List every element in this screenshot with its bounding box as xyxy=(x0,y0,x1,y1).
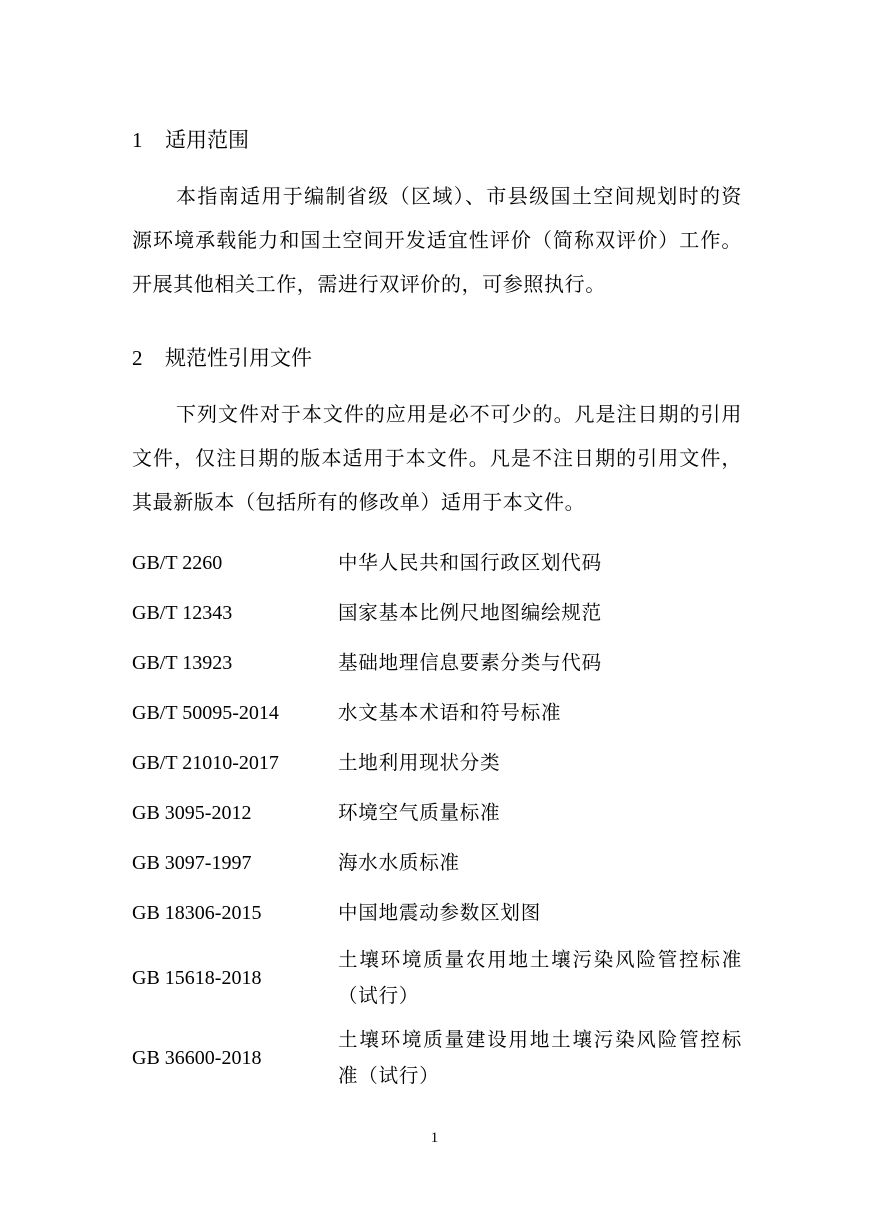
reference-item xyxy=(132,788,742,838)
reference-item xyxy=(132,688,742,738)
references-paragraph: 下列文件对于本文件的应用是必不可少的。凡是注日期的引用文件，仅注日期的版本适用于本文件。凡是不注日期的引用文件，其最新版本（包括所有的修改单）适用于本文件。 xyxy=(132,402,742,514)
reference-item xyxy=(132,638,742,688)
reference-title: 基础地理信息要素分类与代码 xyxy=(338,651,602,674)
reference-list xyxy=(132,538,742,1098)
reference-code: GB 3095-2012 xyxy=(132,801,252,824)
reference-item xyxy=(132,738,742,788)
reference-item xyxy=(132,888,742,938)
section-heading-scope xyxy=(132,125,249,155)
reference-code: GB/T 50095-2014 xyxy=(132,701,279,724)
reference-title: 中华人民共和国行政区划代码 xyxy=(338,551,602,574)
reference-item xyxy=(132,938,742,1018)
reference-item xyxy=(132,538,742,588)
section-heading-references xyxy=(132,343,312,373)
reference-item xyxy=(132,838,742,888)
section-number: 2 xyxy=(132,346,143,370)
reference-title: 国家基本比例尺地图编绘规范 xyxy=(338,601,602,624)
reference-code: GB 18306-2015 xyxy=(132,901,262,924)
reference-code: GB 36600-2018 xyxy=(132,1046,262,1069)
reference-title: 水文基本术语和符号标准 xyxy=(338,701,562,724)
page-number: 1 xyxy=(430,1130,439,1146)
section-title: 规范性引用文件 xyxy=(165,346,312,370)
reference-code: GB/T 13923 xyxy=(132,651,233,674)
reference-item xyxy=(132,1018,742,1098)
section-number: 1 xyxy=(132,128,143,152)
reference-code: GB/T 2260 xyxy=(132,551,223,574)
reference-title: 环境空气质量标准 xyxy=(338,801,501,824)
reference-title: 中国地震动参数区划图 xyxy=(338,901,542,924)
reference-title: 土壤环境质量建设用地土壤污染风险管控标准（试行） xyxy=(338,1028,742,1087)
reference-code: GB 3097-1997 xyxy=(132,851,252,874)
reference-title: 土地利用现状分类 xyxy=(338,751,501,774)
reference-code: GB/T 12343 xyxy=(132,601,233,624)
reference-item xyxy=(132,588,742,638)
section-title: 适用范围 xyxy=(165,128,249,152)
reference-title: 土壤环境质量农用地土壤污染风险管控标准（试行） xyxy=(338,948,742,1007)
reference-code: GB 15618-2018 xyxy=(132,966,262,989)
scope-paragraph: 本指南适用于编制省级（区域）、市县级国土空间规划时的资源环境承载能力和国土空间开发适宜性评价（简称双评价）工作。开展其他相关工作，需进行双评价的，可参照执行。 xyxy=(132,184,742,296)
reference-code: GB/T 21010-2017 xyxy=(132,751,279,774)
reference-title: 海水水质标准 xyxy=(338,851,460,874)
